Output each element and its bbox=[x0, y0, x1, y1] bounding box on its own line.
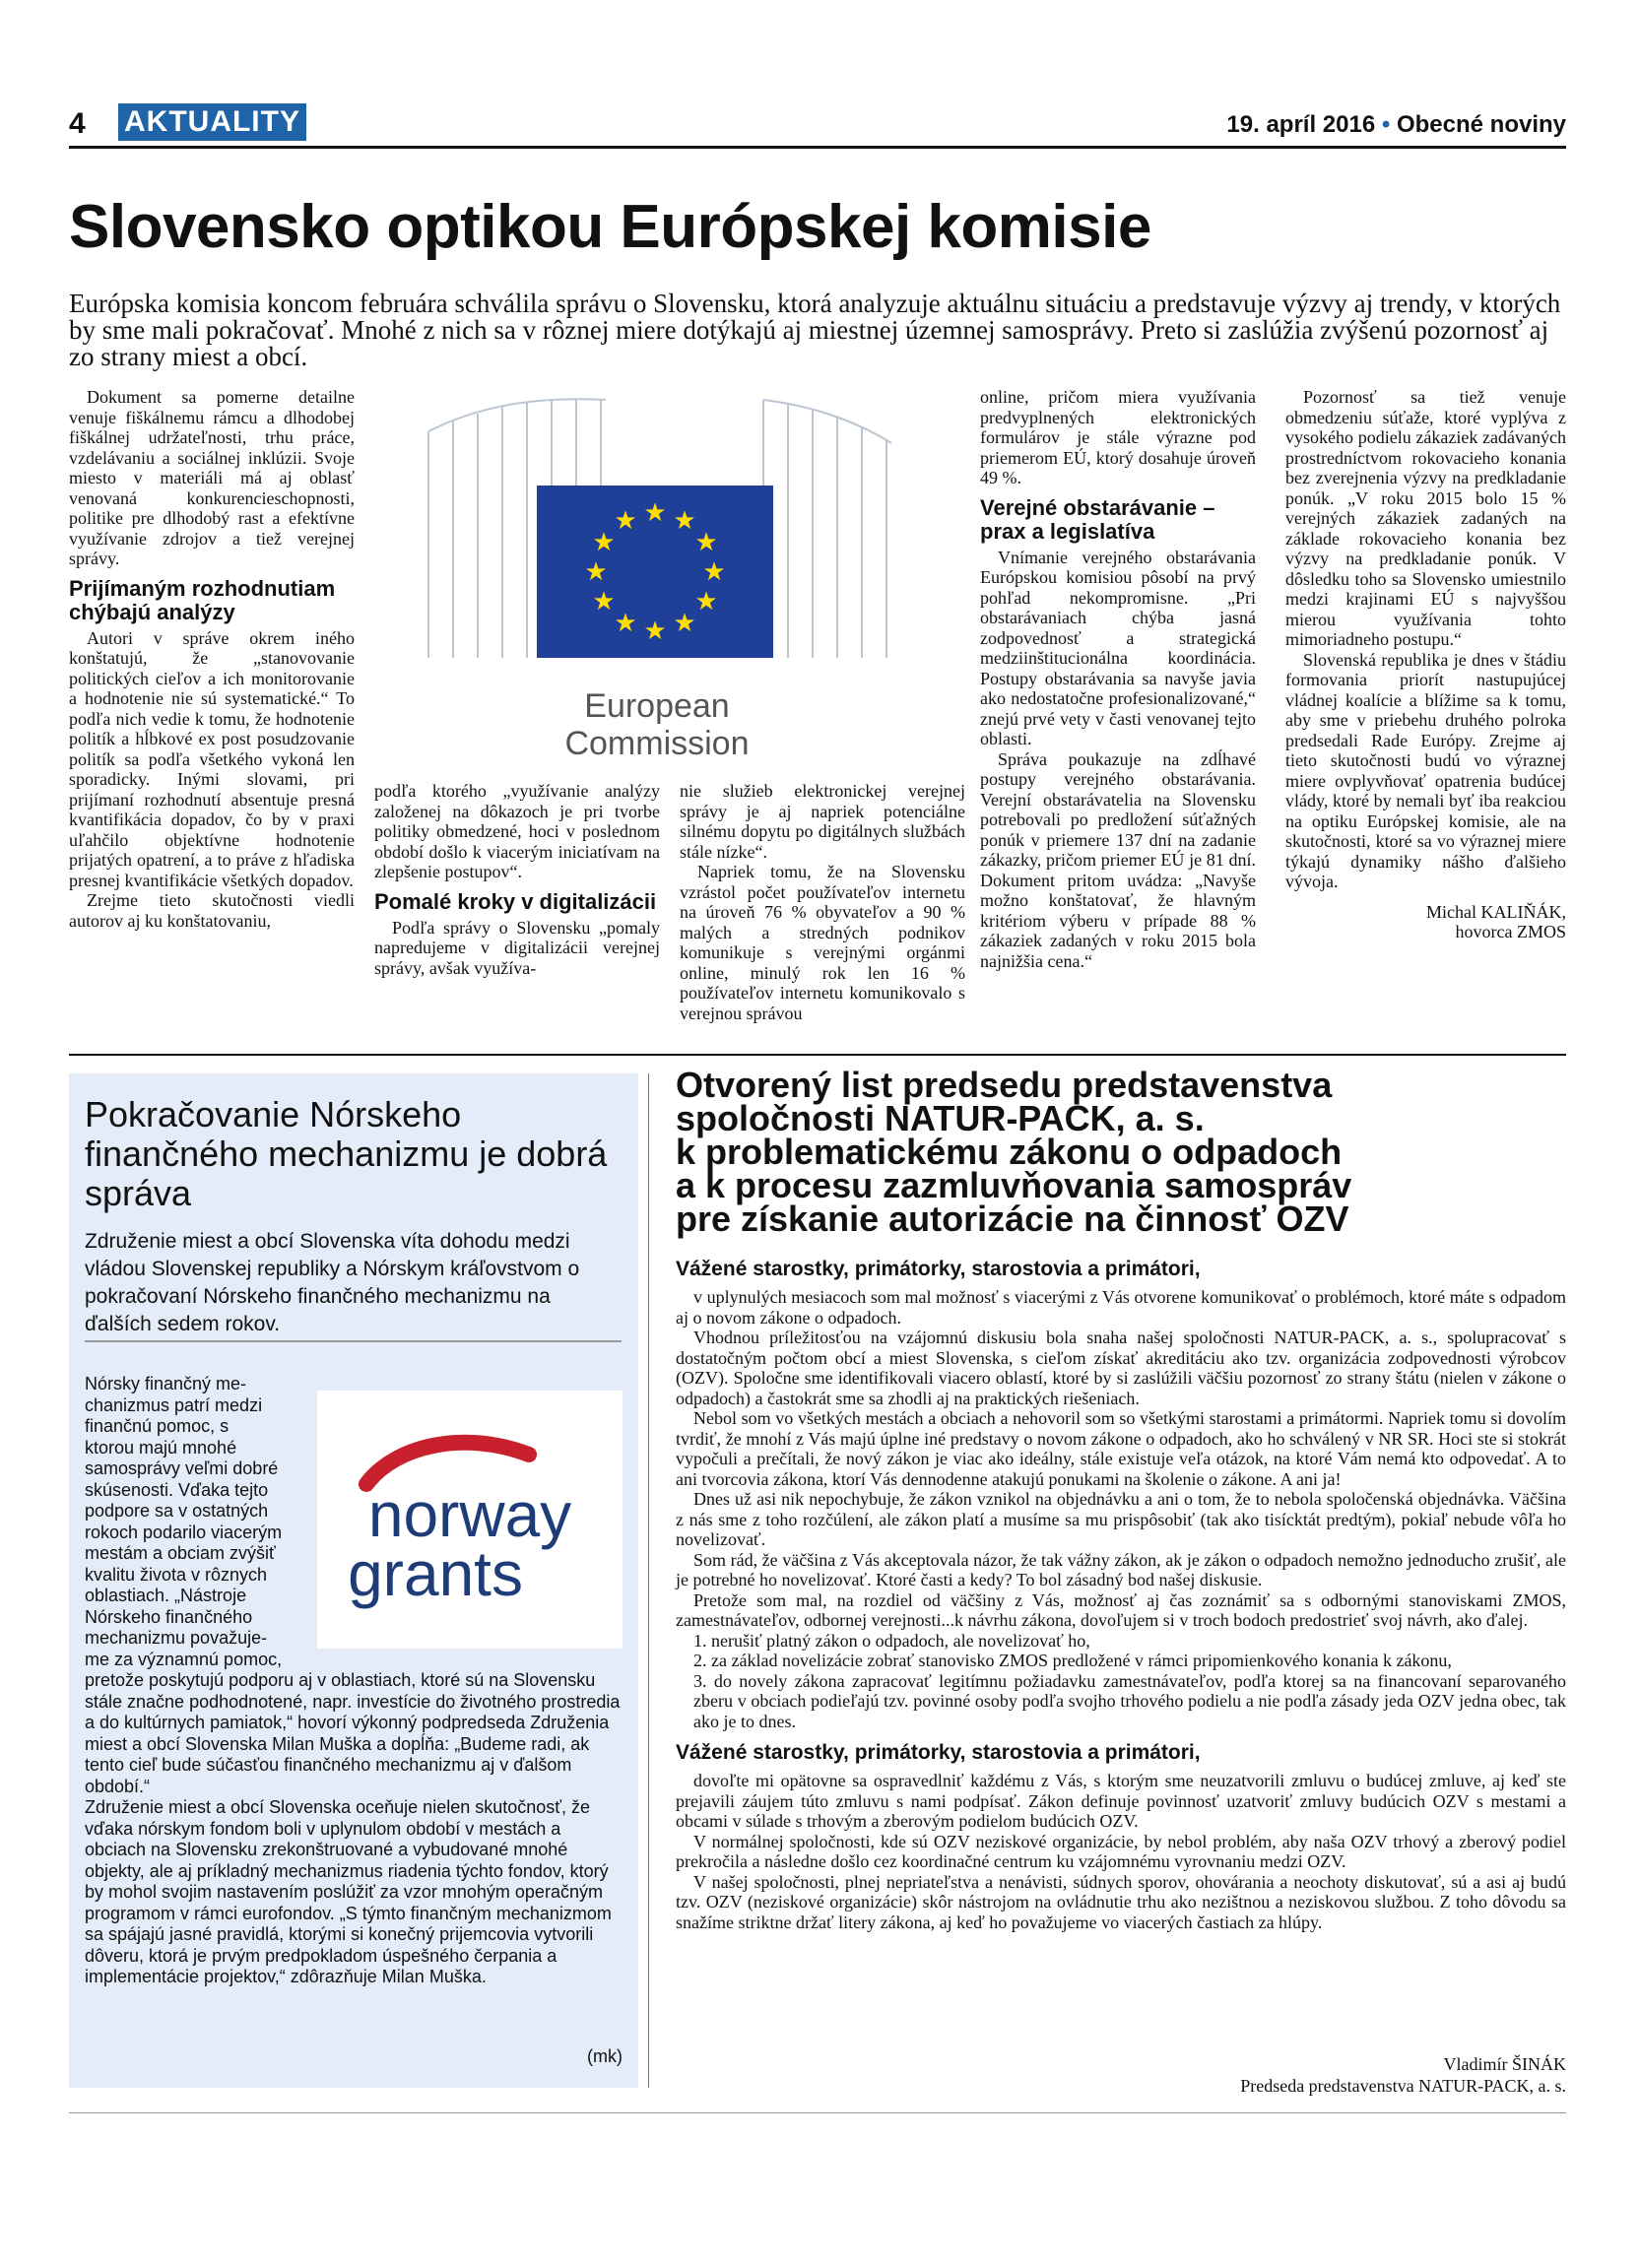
paragraph: V normálnej spoločnosti, kde sú OZV neziskové organizácie, by nebol problém, aby naša OZV trhový a zberový podiel prekročila a následne došlo cez koordinačné centrum ku vzájomnému vyrovnaniu medzi OZV. bbox=[676, 1831, 1566, 1871]
eu-star-icon: ★ bbox=[643, 498, 667, 527]
eu-star-icon: ★ bbox=[694, 587, 718, 616]
eu-star-icon: ★ bbox=[592, 528, 616, 556]
eu-star-icon: ★ bbox=[673, 506, 696, 535]
list-item: 2. za základ novelizácie zobrať stanovisko ZMOS predložené v rámci pripomienkového konania k zákonu, bbox=[693, 1651, 1452, 1670]
paragraph: Správa poukazuje na zdĺhavé postupy verejného obstarávania. Verejní obstarávatelia na Slovensku potrebovali po predložení súťažných ponúk v priemere 137 dní na zadanie zákazky, pričom priemer EÚ je 81 dní. Dokument pritom uvádza: „Navyše možno konštatovať, že hlavným kritériom výberu v prípade 88 % zákaziek zadaných v roku 2015 bola najnižšia cena.“ bbox=[980, 748, 1256, 971]
section-label: AKTUALITY bbox=[118, 103, 306, 141]
title-line: k problematickému zákonu o odpadoch bbox=[676, 1132, 1343, 1172]
eu-star-icon: ★ bbox=[702, 557, 726, 586]
text-line: oblastiach. „Nástroje bbox=[85, 1586, 247, 1605]
paragraph: Vhodnou príležitosťou na vzájomnú diskusiu bola snaha našej spoločnosti NATUR-PACK, a. s., spolupracovať s dostatočným počtom obcí a miest Slovenska, s cieľom získať akreditáciu ako tzv. organizácia zodpovednosti výrobcov (OZV). Spoločne sme identifikovali viacero oblastí, ktoré by si zaslúžili väčšiu pozornosť zo strany štátu (nielen v zákone o odpadoch) a častokrát sme sa zhodli aj na praktických riešeniach. bbox=[676, 1328, 1566, 1408]
signature-name: Vladimír ŠINÁK bbox=[1443, 2054, 1566, 2074]
text-line: kvalitu života v rôznych bbox=[85, 1564, 268, 1585]
column-divider bbox=[648, 1073, 649, 2088]
eu-star-icon: ★ bbox=[584, 557, 608, 586]
text-line: Nórsky finančný me- bbox=[85, 1374, 247, 1393]
eu-star-icon: ★ bbox=[614, 506, 637, 535]
paragraph: Nebol som vo všetkých mestách a obciach a nehovoril som so všetkými starostami a primátormi. Napriek tomu si dovolím tvrdiť, že mnohí z Vás majú úplne iné predstavy o novom zákone o odpadoch, ako ho schválený v NR SR. Hoci ste si stokrát vypočuli a prečítali, že nový zákon je viac ako ideálny, stále existuje veľa otázok, na ktoré Vám nemá kto odpovedať. A to ani tvorcovia zákona, ktorí Vás dennodenne atakujú ponukami na školenie o zákone. A ani ja! bbox=[676, 1408, 1566, 1489]
box-body bbox=[85, 1374, 624, 1988]
salutation: Vážené starostky, primátorky, starostovia a primátori, bbox=[676, 1258, 1201, 1280]
paragraph: v uplynulých mesiacoch som mal možnosť s viacerými z Vás otvorene komunikovať o problémoch, ktoré máte s odpadom aj o novom zákone o odpadoch. bbox=[676, 1287, 1566, 1328]
paragraph: nie služieb elektronickej verejnej správy je aj napriek potenciálne silnému dopytu po digitálnych službách stále nízke“. bbox=[680, 781, 965, 862]
eu-star-icon: ★ bbox=[643, 616, 667, 645]
paragraph: Dokument sa pomerne detailne venuje fiškálnemu rámcu a dlhodobej fiškálnej udržateľnosti, trhu práce, vzdelávaniu a sociálnej inklúzii. Svoje miesto v materiáli má aj oblasť venovaná konkurencieschopnosti, politike pre dlhodobý rast a efektívne využívanie zdrojov a tiež verejnej správy. bbox=[69, 387, 355, 568]
letter-title bbox=[676, 1065, 1352, 1239]
page-bottom-rule bbox=[69, 2112, 1566, 2113]
paragraph: Napriek tomu, že na Slovensku vzrástol počet používateľov internetu na úroveň 76 % obyvateľov a 90 % malých a stredných podnikov komunikuje s verejnými orgánmi online, minulý rok len 16 % používateľov internetu komunikovalo s verejnou správou bbox=[680, 862, 965, 1023]
subheading: Verejné obstarávanie – prax a legislatíva bbox=[980, 494, 1215, 544]
paragraph: Vnímanie verejného obstarávania Európskou komisiou pôsobí na prvý pohľad nekompromisne. „Pri obstarávaniach chýba jasná zodpovednosť a strategická medziinštitucionálna koordinácia. Postupy obstarávania sa navyše javia ako nedostatočne profesionalizované,“ znejú prvé vety v časti venovanej tejto oblasti. bbox=[980, 547, 1256, 748]
eu-star-icon: ★ bbox=[592, 587, 616, 616]
text-line: finančnú pomoc, s bbox=[85, 1416, 230, 1436]
page-number: 4 bbox=[69, 107, 86, 140]
subheading: Prijímaným rozhodnutiam chýbajú analýzy bbox=[69, 575, 336, 624]
paragraph: Združenie miest a obcí Slovenska oceňuje nielen skutočnosť, že vďaka nórskym fondom boli v uplynulom období v mestách a obciach na Slovensku zrekonštruované a vybudované mnohé objekty, ale aj príkladný mechanizmus riadenia týchto fondov, ktorý by mohol svojim nastavením poslúžiť za vzor mnohým operačným programom v rámci eurofondov. „S týmto finančným mechanizmom sa spájajú jasné pravidlá, ktorými si konečný prijemcovia vytvorili dôveru, ktorá je prvým predpokladom úspešného čerpania a implementácie projektov,“ zdôrazňuje Milan Muška. bbox=[85, 1797, 612, 1986]
letter-signature bbox=[1240, 2053, 1566, 2097]
subheading: Pomalé kroky v digitalizácii bbox=[374, 888, 657, 914]
paragraph: dovoľte mi opätovne sa ospravedlniť každému z Vás, s ktorým sme neuzatvorili zmluvu o budúcej zmluve, aj keď ste prejavili záujem túto zmluvu s nami podpísať. Zákon definuje povinnosť uzatvoriť zmluvy budúcich OZV s mestami a obcami v súlade s trhovým a zberovým podielom budúcich OZV. bbox=[676, 1771, 1566, 1831]
signature-name: Michal KALIŇÁK, bbox=[1426, 901, 1566, 922]
title-line: Otvorený list predsedu predstavenstva bbox=[676, 1065, 1333, 1105]
box-divider bbox=[85, 1340, 622, 1342]
signature-role: hovorca ZMOS bbox=[1455, 922, 1566, 941]
text-line: ktorou majú mnohé bbox=[85, 1437, 237, 1458]
article-column-4 bbox=[980, 387, 1256, 971]
text-line: chanizmus patrí medzi bbox=[85, 1394, 263, 1415]
box-signature: (mk) bbox=[587, 2046, 623, 2066]
title-line: spoločnosti NATUR-PACK, a. s. bbox=[676, 1098, 1205, 1138]
text-line: podpore sa v ostatných bbox=[85, 1501, 269, 1521]
article-lead: Európska komisia koncom februára schválila správu o Slovensku, ktorá analyzuje aktuálnu situáciu a predstavuje výzvy aj trendy, v ktorých by sme mali pokračovať. Mnohé z nich sa v rôznej miere dotýkajú aj miestnej územnej samosprávy. Preto si zaslúžia zvýšenú pozornosť aj zo strany miest a obcí. bbox=[69, 289, 1561, 371]
issue-info bbox=[1226, 111, 1566, 139]
issue-date: 19. apríl 2016 bbox=[1226, 111, 1376, 138]
salutation: Vážené starostky, primátorky, starostovia a primátori, bbox=[676, 1741, 1201, 1764]
letter-body bbox=[676, 1258, 1566, 1932]
european-commission-logo bbox=[369, 392, 936, 771]
publication-name: Obecné noviny bbox=[1396, 111, 1566, 138]
article-column-1 bbox=[69, 387, 355, 931]
logo-line1: norway bbox=[367, 1479, 572, 1550]
header-rule bbox=[69, 146, 1566, 149]
paragraph: V našej spoločnosti, plnej nepriateľstva a nenávisti, súdnych sporov, ohovárania a neochoty diskutovať, sú a asi aj budú tzv. OZV (neziskové organizácie) skôr nástrojom na ovládnutie trhu ako nezištnou a neziskovou službou. Z toho dôvodu sa snažíme striktne držať litery zákona, aj keď ho považujeme vo viacerých častiach za hlúpy. bbox=[676, 1871, 1566, 1932]
section-divider bbox=[69, 1054, 1566, 1056]
eu-star-icon: ★ bbox=[694, 528, 718, 556]
paragraph: Pozornosť sa tiež venuje obmedzeniu súťaže, ktoré vyplýva z vysokého podielu zákaziek zadávaných prostredníctvom rokovacieho konania bez zverejnenia výzvy na predkladanie ponúk. „V roku 2015 bolo 15 % verejných zákaziek zadaných na základe rokovacieho konania bez výzvy na predkladanie ponúk. V dôsledku toho sa Slovensko umiestnilo medzi krajinami EÚ s najvyššou mierou využívania tohto mimoriadneho postupu.“ bbox=[1285, 387, 1566, 649]
title-line: pre získanie autorizácie na činnosť OZV bbox=[676, 1199, 1349, 1239]
narrow-text-block bbox=[85, 1374, 624, 1670]
text-line: mestám a obciam zvýšiť bbox=[85, 1543, 276, 1563]
box-intro: Združenie miest a obcí Slovenska víta dohodu medzi vládou Slovenskej republiky a Nórskym kráľovstvom o pokračovaní Nórskeho finančného mechanizmu na ďalších sedem rokov. bbox=[85, 1230, 580, 1335]
page-header bbox=[69, 103, 1566, 143]
box-title: Pokračovanie Nórskeho finančného mechanizmu je dobrá správa bbox=[85, 1094, 608, 1213]
article-column-2 bbox=[374, 781, 660, 978]
text-line: mechanizmu považuje- bbox=[85, 1628, 268, 1648]
list-item: 1. nerušiť platný zákon o odpadoch, ale novelizovať ho, bbox=[693, 1630, 1090, 1651]
article-headline: Slovensko optikou Európskej komisie bbox=[69, 193, 1151, 261]
paragraph: Podľa správy o Slovensku „pomaly napredujeme v digitalizácii verejnej správy, avšak využíva- bbox=[374, 917, 660, 978]
paragraph: podľa ktorého „využívanie analýzy založenej na dôkazoch je pri tvorbe politiky obmedzené, hoci v poslednom období došlo k viacerým iniciatívam na zlepšenie postupov“. bbox=[374, 781, 660, 881]
paragraph: Pretože som mal, na rozdiel od väčšiny z Vás, možnosť aj čas zoznámiť sa s odbornými stanoviskami ZMOS, zamestnávateľov, odbornej verejnosti...k návrhu zákona, dovoľujem si v troch bodoch predostrieť svoj návrh, ako ďalej. bbox=[676, 1589, 1566, 1630]
article-column-3 bbox=[680, 781, 965, 1023]
text-line: Nórskeho finančného bbox=[85, 1606, 253, 1627]
paragraph: online, pričom miera využívania predvyplnených elektronických formulárov je stále výrazne pod priemerom EÚ, ktorý dosahuje úroveň 49 %. bbox=[980, 387, 1256, 487]
text-line: samosprávy veľmi dobré bbox=[85, 1458, 279, 1478]
paragraph: Som rád, že väčšina z Vás akceptovala názor, že tak vážny zákon, ak je zákon o odpadoch nemožno jednoducho zrušiť, ale je potrebné ho novelizovať. Ktoré časti a kedy? To bol zásadný bod našej diskusie. bbox=[676, 1549, 1566, 1589]
eu-star-icon: ★ bbox=[673, 609, 696, 637]
ec-logo-line2: Commission bbox=[564, 725, 750, 762]
paragraph: pretože poskytujú podporu aj v oblastiach, ktoré sú na Slovensku stále značne podhodnotené, napr. investície do životného prostredia a do kultúrnych pamiatok,“ hovorí výkonný podpredseda Združenia miest a obcí Slovenska Milan Muška a dopĺňa: „Budeme radi, ak tento cieľ bude súčasťou finančného mechanizmu aj v ďalšom období.“ bbox=[85, 1670, 621, 1796]
text-line: rokoch podarilo viacerým bbox=[85, 1522, 283, 1542]
paragraph: Slovenská republika je dnes v štádiu formovania priorít nastupujúcej vládnej koalície a blížime sa k tomu, aby sme v priebehu druhého polroka predsedali Rade Európy. Zrejme aj tieto skutočnosti budú vo výraznej miere ovplyvňovať opatrenia budúcej vlády, ktoré by nemali byť iba reakciou na optiku Európskej komisie, ale na skutočnosti, ktoré sa vo výraznej miere týkajú dynamiky nášho ďalšieho vývoja. bbox=[1285, 649, 1566, 891]
paragraph: Dnes už asi nik nepochybuje, že zákon vznikol na objednávku a ani o tom, že to nebola spoločenská objednávka. Väčšina z nás sme z toho rozčúlení, ale zákon platí a musíme sa mu prispôsobiť (tak ako tisícktát predtým), pokiaľ nebude vôľa ho novelizovať. bbox=[676, 1489, 1566, 1549]
paragraph: Autori v správe okrem iného konštatujú, že „stanovovanie politických cieľov a ich monitorovanie a hodnotenie nie sú systematické.“ To podľa nich vedie k tomu, že hodnotenie politík a hĺbkové ex post posudzovanie politík sa podľa všetkého vykoná len sporadicky. Inými slovami, pri prijímaní rozhodnutí absentuje presná kvantifikácia dopadov, čo by v praxi uľahčilo objektívne hodnotenie prijatých opatrení, a to práve z hľadiska presnej kvantifikácie všetkých dopadov. bbox=[69, 627, 355, 890]
logo-line2: grants bbox=[348, 1538, 523, 1609]
list-item: 3. do novely zákona zapracovať legitímnu požiadavku zamestnávateľov, podľa ktorej sa na financovaní separovaného zberu v obciach podieľajú tzv. povinné osoby podľa svojho trhového podielu a nie podľa zásady jeda OZV jedna obec, tak ako je to dnes. bbox=[693, 1670, 1566, 1731]
paragraph: Zrejme tieto skutočnosti viedli autorov aj ku konštatovaniu, bbox=[69, 890, 355, 931]
eu-star-icon: ★ bbox=[614, 609, 637, 637]
separator-dot: • bbox=[1381, 111, 1391, 138]
article-column-5 bbox=[1285, 387, 1566, 942]
norway-grants-box bbox=[69, 1073, 638, 2088]
ec-logo-line1: European bbox=[584, 687, 730, 725]
text-line: skúsenosti. Vďaka tejto bbox=[85, 1479, 269, 1500]
signature-role: Predseda predstavenstva NATUR-PACK, a. s. bbox=[1240, 2076, 1566, 2096]
text-line: me za významnú pomoc, bbox=[85, 1649, 283, 1669]
title-line: a k procesu zazmluvňovania samospráv bbox=[676, 1165, 1352, 1205]
